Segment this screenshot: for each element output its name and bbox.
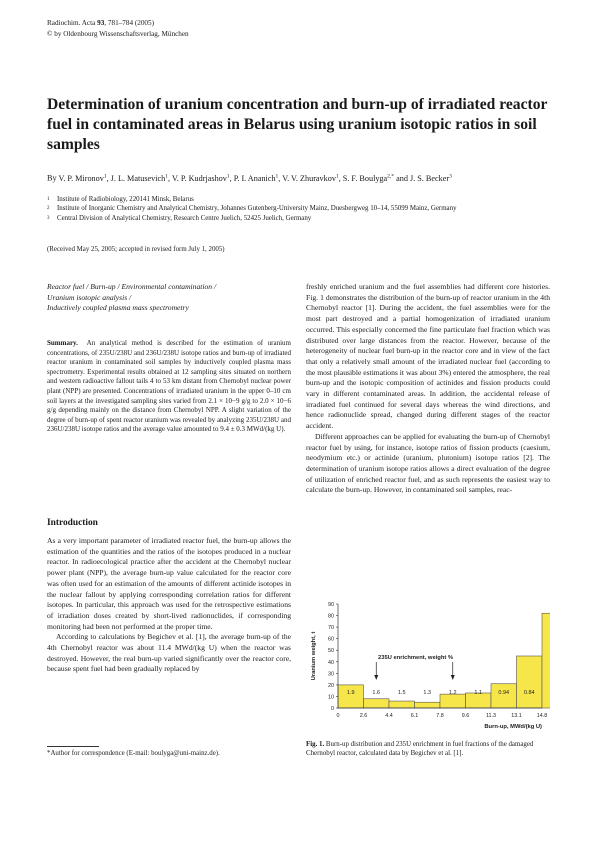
y-tick-label: 0 [331,706,334,712]
introduction-text [47,536,291,675]
keywords [47,282,291,314]
abstract [47,339,291,435]
author-affiliation-mark: 1 [275,173,279,179]
x-tick-label: 13.1 [511,713,522,719]
affiliation-number: 3 [47,215,50,221]
y-tick-label: 10 [328,694,334,701]
author-name: V. P. Mironov [58,173,104,183]
author-name: V. V. Zhuravkov [282,173,336,183]
keyword-line: Reactor fuel / Burn-up / Environmental contamination / [47,282,217,291]
enrichment-label: 1.2 [448,690,457,696]
author-separator: and [394,173,410,183]
author-name: V. P. Kudrjashov [171,173,227,183]
author-affiliation-mark: 1 [165,173,168,179]
journal-citation [47,18,189,29]
y-axis-title: Uranium weight, t [311,631,317,681]
author-name: S. F. Boulyga [342,173,388,183]
affiliations [47,195,552,223]
authors-prefix: By [47,173,59,183]
received-dates: (Received May 25, 2005; accepted in revised form July 1, 2005) [47,246,225,253]
paragraph: Different approaches can be applied for evaluating the burn-up of Chernobyl reactor fuel by using, for instance, isotope ratios of fission products (caesium, neodymium etc.) or actinide (uranium, plutonium) isotope ratios [2]. The determination of uranium isotope ratios allows a direct evaluation of the degree of utilization of enriched reactor fuel, and as such represents the easiest way to calculate the burn-up. However, in contaminated soil samples, reac- [306,431,550,495]
bar [415,702,441,708]
author-affiliation-mark: 1 [103,173,107,179]
enrichment-label: 1.9 [346,690,355,696]
publisher-line: © by Oldenbourg Wissenschaftsverlag, München [47,29,189,38]
x-tick-label: 9.6 [461,713,470,719]
affiliation [47,195,552,204]
x-tick-label: 6.1 [410,713,419,719]
y-tick-label: 70 [328,625,334,632]
caption-text: Burn-up distribution and 235U enrichment in fuel fractions of the damaged Chernobyl reactor, calculated data by Begichev et al. [1]. [306,741,534,758]
abstract-label: Summary. [47,339,78,347]
y-tick-label: 90 [328,602,334,608]
author-name: J. L. Matusevich [110,173,166,183]
enrichment-label: 1.1 [474,690,483,696]
enrichment-label: 0.84 [523,690,535,696]
journal-header [47,18,189,39]
author-separator: , [338,173,343,183]
footnote: *Author for correspondence (E-mail: boulyga@uni-mainz.de). [47,750,220,757]
author-name: P. I. Ananich [233,173,276,183]
bar [389,701,415,708]
bar [440,694,466,708]
enrichment-label: 1.6 [372,690,381,696]
enrichment-annotation: 235U enrichment, weight % [378,655,454,661]
bar [364,699,390,708]
affiliation [47,214,552,223]
journal-volume: 93 [97,19,105,27]
keyword-line: Inductively coupled plasma mass spectrometry [47,303,189,313]
affiliation-text: Central Division of Analytical Chemistry, Research Centre Juelich, 52425 Juelich, Germany [57,214,312,222]
caption-label: Fig. 1. [306,741,325,748]
x-tick-label: 14.8 [536,713,548,719]
annotation-arrow-head [374,675,378,680]
paragraph: According to calculations by Begichev et al. [1], the average burn-up of the 4th Chernobyl reactor was about 11.4 MWd/(kg U) when the reactor was destroyed. However, the real burn-up varied significantly over the reactor core, because spent fuel had been gradually replaced by [47,632,291,674]
figure-1-chart [306,596,550,741]
affiliation-text: Institute of Radiobiology, 220141 Minsk, Belarus [57,196,194,203]
author-separator: , [229,173,234,183]
author-name: J. S. Becker [409,173,450,183]
bar [517,656,543,708]
author-affiliation-mark: 2,* [387,173,395,179]
affiliation-text: Institute of Inorganic Chemistry and Analytical Chemistry, Johannes Gutenberg-University Mainz, Duesbergweg 10–14, 55099 Mainz, Germany [57,205,457,213]
y-tick-label: 50 [328,648,334,655]
x-tick-label: 4.4 [385,713,393,719]
affiliation-number: 1 [47,197,50,202]
abstract-text: An analytical method is described for the estimation of uranium concentrations, of 235U/238U and 236U/238U isotope ratios and burn-up of irradiated reactor uranium in contaminated soil samples by inductively coupled plasma mass spectrometry. Experimental results obtained at 12 sampling sites situated on northern and western radioactive fallout tails 4 to 53 km distant from Chernobyl nuclear power plant (NPP) are presented. Concentrations of irradiated uranium in the upper 0–10 cm soil layers at the investigated sampling sites varied from 2.1 × 10−9 g/g to 2.0 × 10−6 g/g depending mainly on the distance from Chernobyl NPP. A slight variation of the degree of burn-up of spent reactor uranium was revealed by analyzing 235U/238U and 236U/238U isotope ratios and the average value amounted to 9.4 ± 0.3 MWd/(kg U). [47,339,291,434]
enrichment-label: 1.5 [397,690,406,696]
footnote-rule [47,746,99,747]
paragraph: As a very important parameter of irradiated reactor fuel, the burn-up allows the estimation of the quantities and the ratios of the isotopes produced in a nuclear reactor. In radioecological practice after the accident at the Chernobyl nuclear power plant (NPP), the average burn-up value calculated for the reactor core was often used for an estimation of the amounts of different actinide isotopes in the nuclear fallout by applying corresponding correlation ratios for different isotopes. In particular, this approach was used for the retrospective estimations of irradiation doses created by short-lived radionuclides, if corresponding monitoring had been not performed at the proper time. [47,536,291,631]
enrichment-label: 0.94 [498,690,510,696]
paper-title: Determination of uranium concentration and burn-up of irradiated reactor fuel in contaminated areas in Belarus using uranium isotopic ratios in soil samples [47,96,548,153]
y-tick-label: 20 [328,682,334,689]
bar [338,685,364,708]
paragraph: freshly enriched uranium and the fuel assemblies had different core histories. Fig. 1 demonstrates the distribution of the burn-up of reactor uranium in the 4th Chernobyl reactor [1]. During the accident, the fuel assemblies were for the most part destroyed and a partial homogenization of irradiated uranium occurred. This especially concerned the fine particulate fuel fraction which was distributed over large distances from the reactor. However, because of the heterogeneity of nuclear fuel burn-up in the reactor core and in view of the fact that only a relatively small amount of the irradiated nuclear fuel (according to the most plausible estimations it was about 3%) entered the atmosphere, the real burn-up and the isotopic composition of actinides and fission products could vary in different contaminated areas. In addition, the accidental release of irradiated fuel continued for several days whereas the wind directions, and hence radionuclide spread, changed during different stages of the reactor accident. [306,282,550,431]
journal-name: Radiochim. Acta [47,19,96,27]
author-separator: , [278,173,283,183]
right-column-text [306,282,550,496]
y-tick-label: 60 [328,636,334,643]
author-separator: , [168,173,172,183]
author-affiliation-mark: 1 [226,173,230,179]
affiliation-number: 2 [47,206,50,212]
bar [542,613,550,708]
enrichment-label: 1.3 [423,690,432,696]
y-tick-label: 80 [328,613,334,620]
keyword-line: Uranium isotopic analysis / [47,292,132,302]
y-tick-label: 30 [328,671,334,678]
journal-pages: , 781–784 (2005) [104,19,155,27]
x-tick-label: 11.3 [485,713,497,719]
author-list [47,173,552,183]
y-tick-label: 40 [328,659,334,666]
section-heading: Introduction [47,518,98,528]
author-affiliation-mark: 1 [335,173,339,179]
x-tick-label: 2.6 [359,713,368,719]
x-axis-title: Burn-up, MWd/(kg U) [484,724,542,730]
x-tick-label: 0 [336,713,340,719]
x-tick-label: 7.8 [436,713,444,719]
author-separator: , [106,173,111,183]
annotation-arrow-head [451,675,455,680]
bar-chart [306,596,550,736]
author-affiliation-mark: 3 [449,173,452,179]
affiliation [47,204,552,213]
figure-caption [306,740,550,759]
